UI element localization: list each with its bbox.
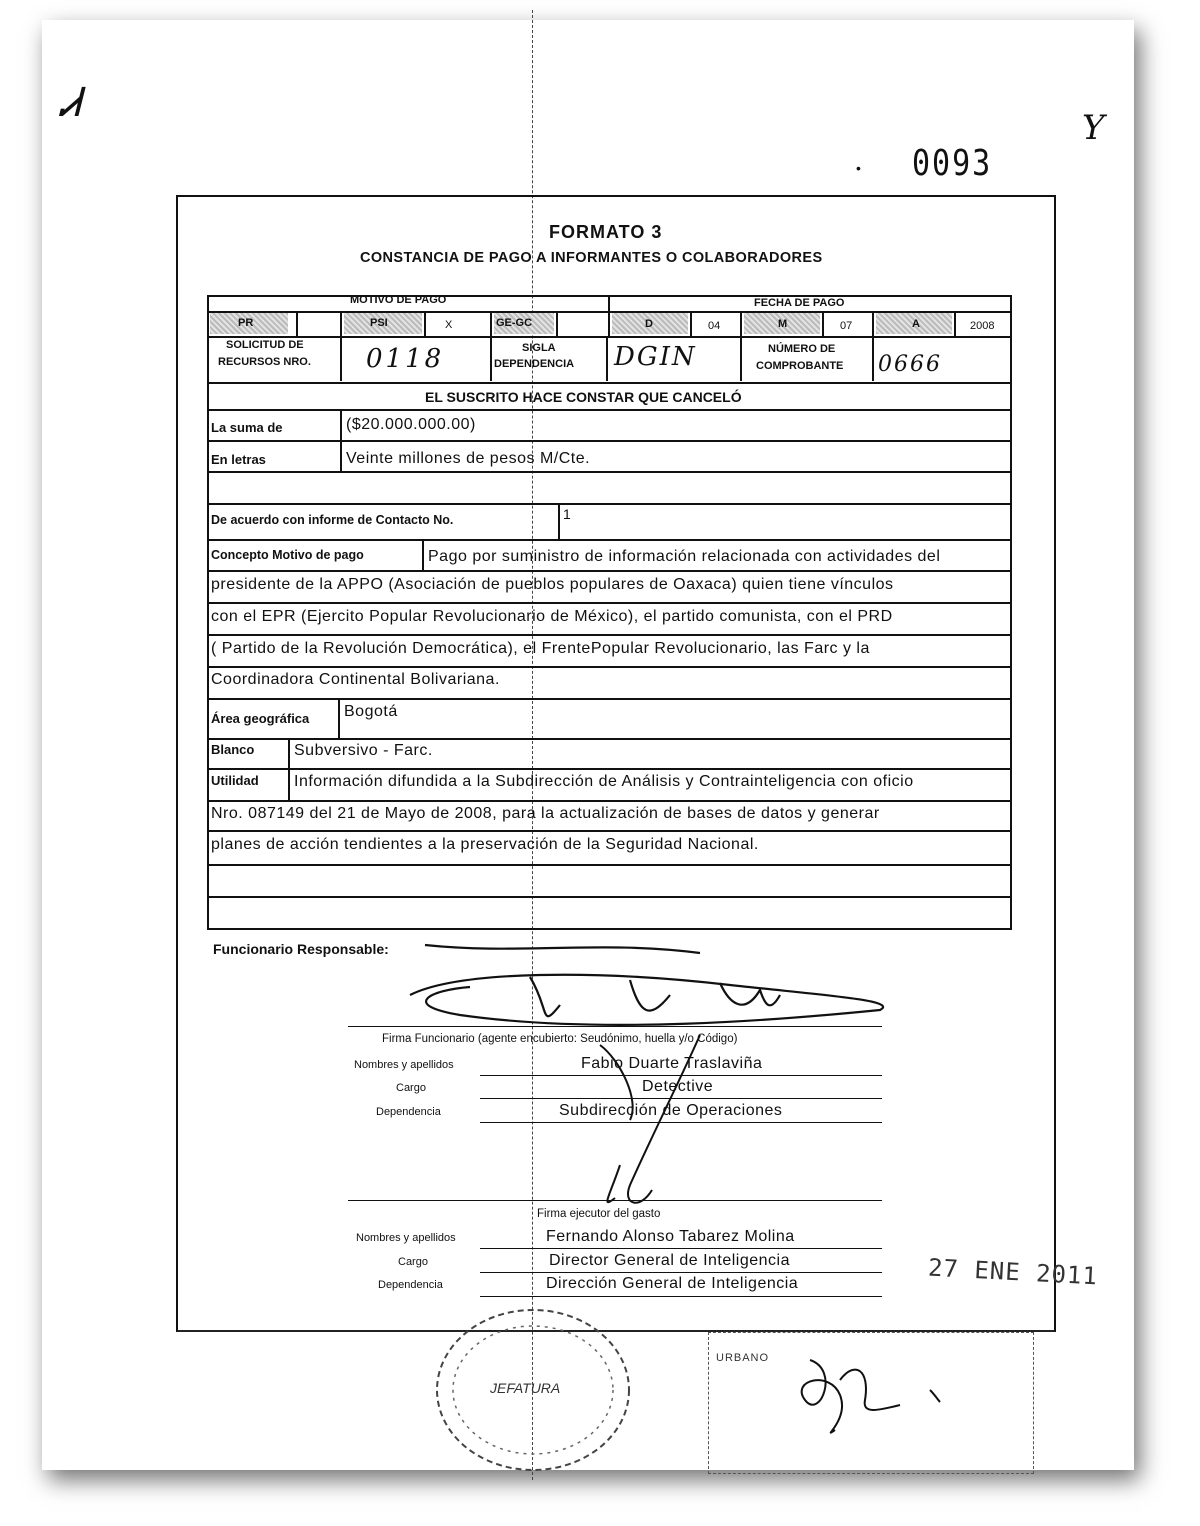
psi-label: PSI [370, 317, 388, 329]
firma2-cargo-value: Director General de Inteligencia [549, 1252, 791, 1269]
concepto-label: Concepto Motivo de pago [211, 548, 364, 562]
corner-mark-top-left: Ꮧ [60, 80, 81, 126]
funcionario-responsable-label: Funcionario Responsable: [213, 941, 389, 957]
utilidad-line-3: planes de acción tendientes a la preservación de la Seguridad Nacional. [211, 836, 759, 853]
utilidad-label: Utilidad [211, 773, 259, 788]
blanco-label: Blanco [211, 742, 255, 757]
concepto-line-5: Coordinadora Continental Bolivariana. [211, 671, 500, 688]
blanco-value: Subversivo - Farc. [294, 742, 433, 759]
firma1-cargo-value: Detective [642, 1078, 714, 1095]
motivo-header: MOTIVO DE PAGO [350, 294, 447, 306]
declaration: EL SUSCRITO HACE CONSTAR QUE CANCELÓ [425, 389, 742, 405]
letras-value: Veinte millones de pesos M/Cte. [346, 450, 591, 467]
firma2-line [348, 1200, 882, 1201]
area-value: Bogotá [344, 703, 398, 720]
gegc-label: GE-GC [496, 317, 533, 329]
corner-mark-top-right: Y [1082, 108, 1105, 148]
comprobante-label-1: NÚMERO DE [768, 343, 836, 355]
form-title: FORMATO 3 [549, 222, 663, 242]
solicitud-label-2: RECURSOS NRO. [218, 356, 311, 368]
firma2-caption: Firma ejecutor del gasto [537, 1208, 661, 1220]
utilidad-line-2: Nro. 087149 del 21 de Mayo de 2008, para la actualización de bases de datos y generar [211, 805, 880, 822]
concepto-line-3: con el EPR (Ejercito Popular Revolucionario de México), el partido comunista, con el PRD [211, 608, 893, 625]
firma1-dependencia-label: Dependencia [376, 1106, 441, 1118]
solicitud-label-1: SOLICITUD DE [226, 339, 304, 351]
dia-value: 04 [708, 320, 721, 332]
firma1-cargo-label: Cargo [396, 1082, 426, 1094]
firma2-cargo-label: Cargo [398, 1256, 428, 1268]
comprobante-value: 0666 [878, 352, 942, 377]
mes-label: M [778, 318, 788, 330]
sigla-value: DGIN [614, 342, 697, 372]
firma1-dependencia-value: Subdirección de Operaciones [559, 1102, 783, 1119]
dia-label: D [645, 318, 653, 330]
signature-ejecutor [560, 1020, 720, 1220]
seal-text: JEFATURA [490, 1380, 561, 1396]
form-subtitle: CONSTANCIA DE PAGO A INFORMANTES O COLABORADORES [360, 250, 823, 266]
concepto-line-1: Pago por suministro de información relacionada con actividades del [428, 548, 941, 565]
psi-mark: X [445, 319, 453, 331]
stamp-signature [780, 1340, 960, 1450]
page-number: 0093 [912, 142, 993, 185]
sigla-label-2: DEPENDENCIA [494, 358, 575, 370]
anio-label: A [912, 318, 920, 330]
suma-label: La suma de [211, 420, 283, 435]
firma2-dependencia-value: Dirección General de Inteligencia [546, 1275, 799, 1292]
firma1-caption: Firma Funcionario (agente encubierto: Seudónimo, huella y/o Código) [382, 1033, 738, 1045]
concepto-line-4: ( Partido de la Revolución Democrática), el FrentePopular Revolucionario, las Farc y la [211, 640, 870, 657]
date-stamp: 27 ENE 2011 [927, 1253, 1099, 1291]
fecha-header: FECHA DE PAGO [754, 297, 845, 309]
firma2-dependencia-label: Dependencia [378, 1279, 443, 1291]
page-dot: • [856, 160, 861, 176]
stamp-box-text: URBANO [716, 1352, 770, 1364]
utilidad-line-1: Información difundida a la Subdirección de Análisis y Contrainteligencia con oficio [294, 773, 914, 790]
contacto-value: 1 [563, 506, 571, 522]
letras-label: En letras [211, 452, 266, 467]
concepto-line-2: presidente de la APPO (Asociación de pueblos populares de Oaxaca) quien tiene vínculos [211, 576, 894, 593]
firma2-nombres-value: Fernando Alonso Tabarez Molina [546, 1228, 795, 1245]
firma2-nombres-label: Nombres y apellidos [356, 1232, 456, 1244]
solicitud-value: 0118 [366, 344, 445, 374]
area-label: Área geográfica [211, 711, 310, 726]
sigla-label-1: SIGLA [522, 342, 556, 354]
firma1-nombres-label: Nombres y apellidos [354, 1059, 454, 1071]
firma1-nombres-value: Fabio Duarte Traslaviña [581, 1055, 763, 1072]
mes-value: 07 [840, 320, 853, 332]
suma-value: ($20.000.000.00) [346, 416, 476, 433]
anio-value: 2008 [970, 320, 995, 332]
pr-label: PR [238, 317, 254, 329]
comprobante-label-2: COMPROBANTE [756, 360, 844, 372]
contacto-label: De acuerdo con informe de Contacto No. [211, 513, 454, 527]
